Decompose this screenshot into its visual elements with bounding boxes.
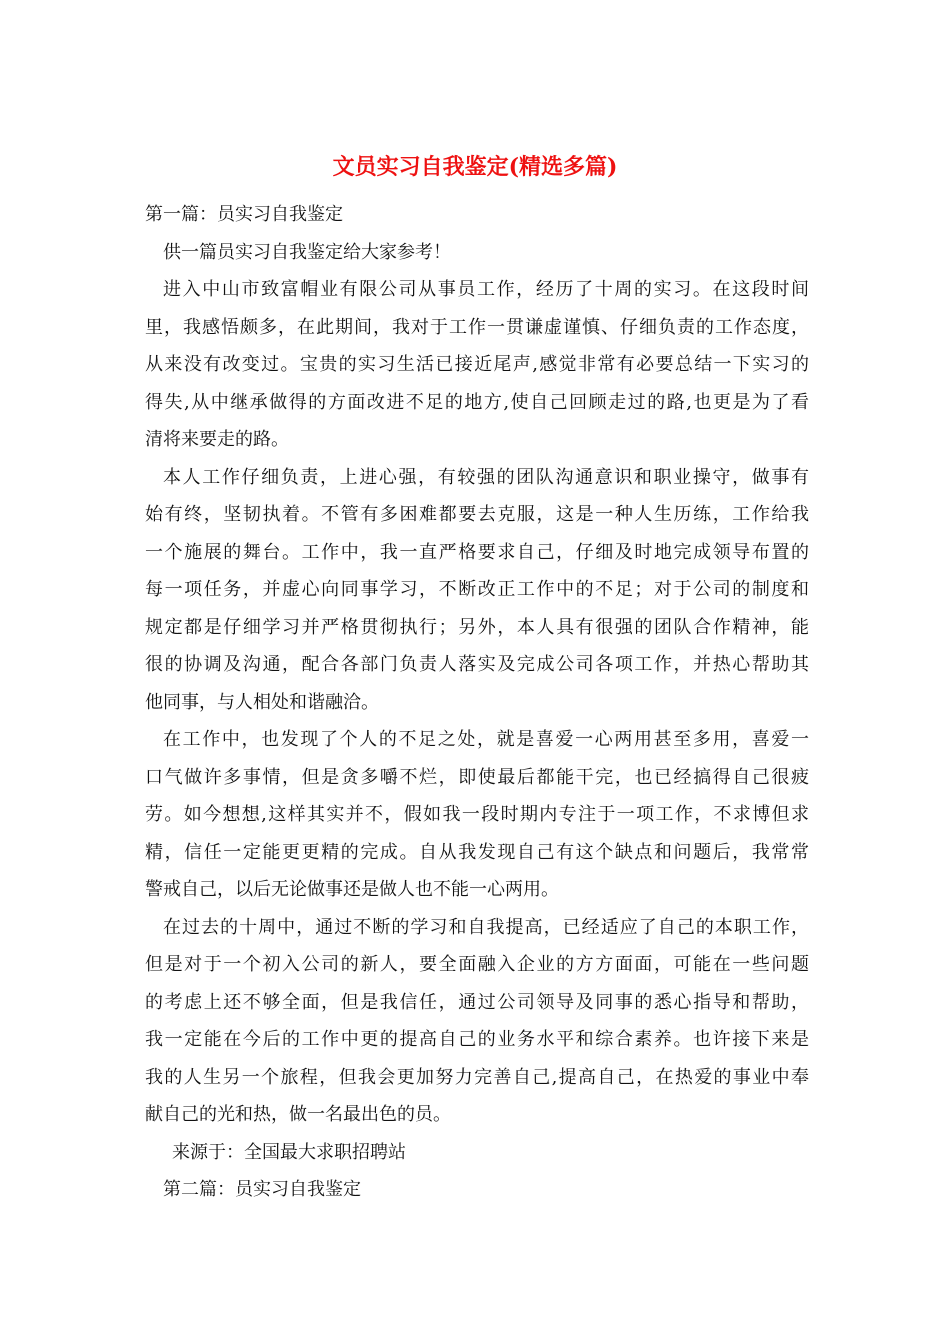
paragraph-line: 本人工作仔细负责，上进心强，有较强的团队沟通意识和职业操守，做事有 — [163, 466, 809, 488]
paragraph-line: 他同事，与人相处和谐融洽。 — [145, 691, 379, 713]
paragraph-line: 很的协调及沟通，配合各部门负责人落实及完成公司各项工作，并热心帮助其 — [145, 654, 809, 675]
document-title: 文员实习自我鉴定(精选多篇) — [332, 154, 618, 180]
section-heading-2: 第二篇：员实习自我鉴定 — [163, 1179, 361, 1200]
paragraph-line: 劳。如今想想,这样其实并不，假如我一段时期内专注于一项工作，不求博但求 — [145, 804, 809, 825]
paragraph-line: 规定都是仔细学习并严格贯彻执行；另外，本人具有很强的团队合作精神，能 — [145, 616, 809, 638]
paragraph-line: 在工作中，也发现了个人的不足之处，就是喜爱一心两用甚至多用，喜爱一 — [163, 729, 809, 750]
paragraph-line: 一个施展的舞台。工作中，我一直严格要求自己，仔细及时地完成领导布置的 — [145, 541, 809, 563]
document-body — [145, 196, 809, 1209]
paragraph-line: 的考虑上还不够全面，但是我信任，通过公司领导及同事的悉心指导和帮助， — [145, 991, 809, 1013]
paragraph-line: 进入中山市致富帽业有限公司从事员工作，经历了十周的实习。在这段时间 — [163, 279, 809, 300]
paragraph-line: 始有终，坚韧执着。不管有多困难都要去克服，这是一种人生历练，工作给我 — [145, 504, 809, 525]
intro-line: 供一篇员实习自我鉴定给大家参考！ — [163, 241, 451, 263]
paragraph-line: 精，信任一定能更更精的完成。自从我发现自己有这个缺点和问题后，我常常 — [145, 841, 809, 863]
paragraph-line: 献自己的光和热，做一名最出色的员。 — [145, 1104, 451, 1125]
paragraph-line: 每一项任务，并虚心向同事学习，不断改正工作中的不足；对于公司的制度和 — [145, 579, 809, 600]
paragraph-line: 我的人生另一个旅程，但我会更加努力完善自己,提高自己，在热爱的事业中奉 — [145, 1066, 809, 1088]
paragraph-line: 里，我感悟颇多，在此期间，我对于工作一贯谦虚谨慎、仔细负责的工作态度， — [145, 316, 809, 338]
paragraph-line: 警戒自己，以后无论做事还是做人也不能一心两用。 — [145, 879, 559, 900]
paragraph-line: 得失,从中继承做得的方面改进不足的地方,使自己回顾走过的路,也更是为了看 — [145, 391, 809, 413]
paragraph-line: 在过去的十周中，通过不断的学习和自我提高，已经适应了自己的本职工作， — [163, 916, 809, 938]
section-heading-1: 第一篇：员实习自我鉴定 — [145, 204, 343, 225]
paragraph-line: 清将来要走的路。 — [145, 429, 289, 450]
paragraph-line: 我一定能在今后的工作中更的提高自己的业务水平和综合素养。也许接下来是 — [145, 1029, 809, 1050]
paragraph-line: 但是对于一个初入公司的新人，要全面融入企业的方方面面，可能在一些问题 — [145, 954, 809, 975]
paragraph-line: 口气做许多事情，但是贪多嚼不烂，即使最后都能干完，也已经搞得自己很疲 — [145, 766, 809, 788]
source-line: 来源于：全国最大求职招聘站 — [172, 1141, 406, 1163]
paragraph-line: 从来没有改变过。宝贵的实习生活已接近尾声,感觉非常有必要总结一下实习的 — [145, 354, 809, 375]
